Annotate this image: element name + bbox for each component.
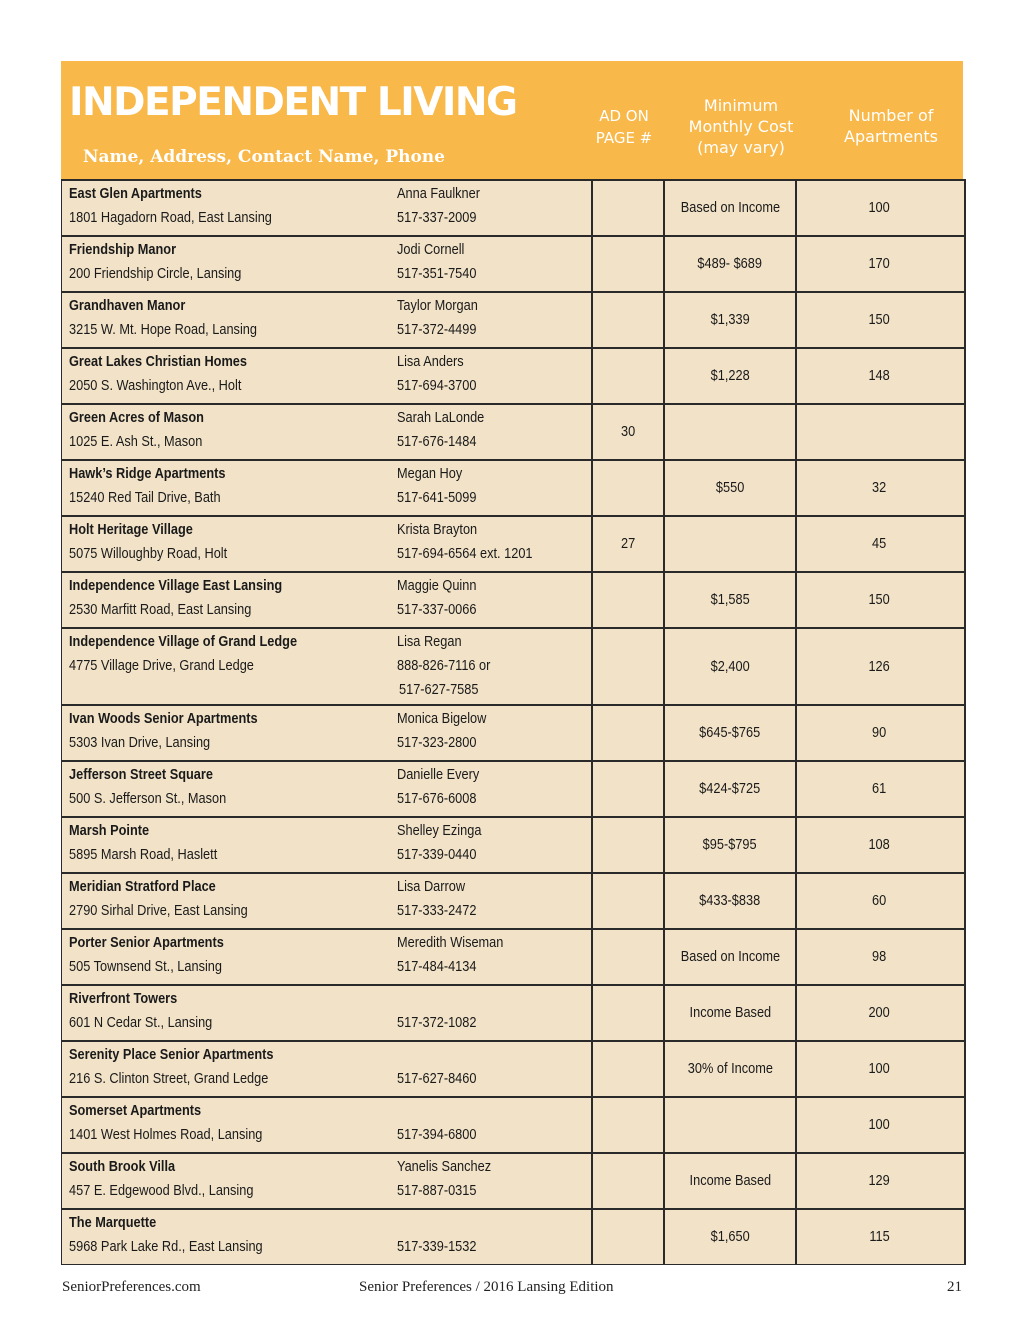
page-title: INDEPENDENT LIVING [69, 80, 517, 125]
column-apartments-heading: Number of Apartments [844, 106, 938, 146]
ad-page-cell [591, 1098, 663, 1152]
ad-page-cell [591, 762, 663, 816]
apartments-cell-value: 32 [872, 480, 887, 496]
table-row [62, 179, 964, 235]
ad-page-cell-value: 27 [620, 536, 636, 552]
facility-info-cell [62, 1154, 591, 1208]
facility-info-cell [62, 762, 591, 816]
contact-phone: 517-627-8460 [397, 1071, 477, 1087]
min-cost-cell [663, 629, 795, 704]
ad-page-cell [591, 405, 663, 459]
min-cost-cell [663, 237, 795, 291]
contact-phone: 517-323-2800 [397, 735, 477, 751]
facility-address: 5968 Park Lake Rd., East Lansing [69, 1239, 263, 1255]
facility-name: Serenity Place Senior Apartments [69, 1047, 274, 1063]
facility-address: 5303 Ivan Drive, Lansing [69, 735, 211, 751]
contact-name: Lisa Anders [397, 354, 464, 370]
min-cost-cell-value: $1,339 [710, 312, 750, 328]
ad-page-cell [591, 930, 663, 984]
contact-name: Meredith Wiseman [397, 935, 504, 951]
ad-page-cell [591, 349, 663, 403]
facility-address: 1801 Hagadorn Road, East Lansing [69, 210, 272, 226]
facility-info-cell [62, 706, 591, 760]
facility-address: 601 N Cedar St., Lansing [69, 1015, 213, 1031]
apartments-cell [795, 293, 962, 347]
table-row [62, 627, 964, 704]
contact-phone: 888-826-7116 or [397, 658, 491, 674]
facility-info-cell [62, 629, 591, 704]
apartments-cell [795, 573, 962, 627]
facility-info-cell [62, 818, 591, 872]
facility-name: Hawk’s Ridge Apartments [69, 466, 226, 482]
contact-name: Megan Hoy [397, 466, 463, 482]
apartments-cell-value: 61 [872, 781, 887, 797]
apartments-cell-value: 200 [868, 1005, 891, 1021]
apartments-cell [795, 930, 962, 984]
apartments-cell-value: 126 [868, 658, 891, 675]
contact-phone: 517-694-6564 ext. 1201 [397, 546, 533, 562]
min-cost-cell-value: $550 [715, 480, 745, 496]
min-cost-cell-value: Based on Income [680, 200, 780, 216]
facility-info-cell [62, 461, 591, 515]
ad-page-cell [591, 818, 663, 872]
min-cost-cell [663, 930, 795, 984]
facility-info-cell [62, 1042, 591, 1096]
min-cost-cell-value: $433-$838 [699, 893, 761, 909]
apartments-cell [795, 349, 962, 403]
min-cost-cell [663, 349, 795, 403]
table-row [62, 1040, 964, 1096]
contact-name: Lisa Regan [397, 634, 462, 650]
apartments-cell-value: 45 [872, 536, 887, 552]
contact-name: Krista Brayton [397, 522, 478, 538]
apartments-cell-value: 129 [868, 1173, 891, 1189]
facility-info-cell [62, 986, 591, 1040]
facility-address: 505 Townsend St., Lansing [69, 959, 222, 975]
apartments-cell [795, 986, 962, 1040]
ad-page-cell [591, 1042, 663, 1096]
min-cost-cell-value: $645-$765 [699, 725, 761, 741]
facility-address: 1401 West Holmes Road, Lansing [69, 1127, 263, 1143]
min-cost-cell [663, 1042, 795, 1096]
facility-address: 5895 Marsh Road, Haslett [69, 847, 218, 863]
facility-address: 15240 Red Tail Drive, Bath [69, 490, 221, 506]
min-cost-cell [663, 762, 795, 816]
contact-name: Lisa Darrow [397, 879, 466, 895]
ad-page-cell [591, 629, 663, 704]
min-cost-cell [663, 181, 795, 235]
table-row [62, 704, 964, 760]
min-cost-cell-value: $1,228 [710, 368, 750, 384]
apartments-cell-value: 170 [868, 256, 891, 272]
contact-phone: 517-887-0315 [397, 1183, 477, 1199]
ad-page-cell [591, 237, 663, 291]
facility-address: 457 E. Edgewood Blvd., Lansing [69, 1183, 254, 1199]
contact-name: Danielle Every [397, 767, 480, 783]
ad-page-cell [591, 1210, 663, 1264]
facility-name: Friendship Manor [69, 242, 177, 258]
apartments-cell [795, 629, 962, 704]
table-row [62, 816, 964, 872]
min-cost-cell [663, 1098, 795, 1152]
min-cost-cell-value: $2,400 [710, 658, 750, 675]
apartments-cell-value: 100 [868, 1061, 891, 1077]
contact-phone: 517-394-6800 [397, 1127, 477, 1143]
table-row [62, 515, 964, 571]
facility-info-cell [62, 293, 591, 347]
column-name-heading: Name, Address, Contact Name, Phone [83, 147, 445, 167]
contact-name: Jodi Cornell [397, 242, 465, 258]
ad-page-cell [591, 573, 663, 627]
min-cost-cell-value: Income Based [689, 1005, 771, 1021]
apartments-cell [795, 461, 962, 515]
apartments-cell-value: 100 [868, 200, 891, 216]
facility-name: Grandhaven Manor [69, 298, 186, 314]
facility-name: Independence Village of Grand Ledge [69, 634, 298, 650]
apartments-cell-value: 100 [868, 1117, 891, 1133]
min-cost-cell-value: $1,585 [710, 592, 750, 608]
contact-phone: 517-337-0066 [397, 602, 477, 618]
apartments-cell [795, 1154, 962, 1208]
contact-phone: 517-337-2009 [397, 210, 477, 226]
table-row [62, 347, 964, 403]
table-row [62, 1096, 964, 1152]
min-cost-cell [663, 1154, 795, 1208]
min-cost-cell-value: $95-$795 [703, 837, 757, 853]
min-cost-cell [663, 517, 795, 571]
apartments-cell [795, 1098, 962, 1152]
ad-page-cell [591, 986, 663, 1040]
apartments-cell [795, 874, 962, 928]
facility-info-cell [62, 349, 591, 403]
min-cost-cell-value: Based on Income [680, 949, 780, 965]
facility-info-cell [62, 874, 591, 928]
table-row [62, 928, 964, 984]
min-cost-cell-value: $1,650 [710, 1229, 750, 1245]
min-cost-cell [663, 986, 795, 1040]
ad-page-cell-value: 30 [620, 424, 636, 440]
apartments-cell [795, 706, 962, 760]
min-cost-cell [663, 461, 795, 515]
facility-name: Holt Heritage Village [69, 522, 193, 538]
contact-phone: 517-676-6008 [397, 791, 477, 807]
contact-phone: 517-676-1484 [397, 434, 477, 450]
apartments-cell-value: 150 [868, 312, 891, 328]
table-row [62, 459, 964, 515]
column-ad-page-heading: AD ON PAGE # [595, 107, 653, 147]
facility-name: Porter Senior Apartments [69, 935, 224, 951]
facility-address: 5075 Willoughby Road, Holt [69, 546, 228, 562]
contact-phone: 517-484-4134 [397, 959, 477, 975]
facility-name: Green Acres of Mason [69, 410, 204, 426]
facility-address: 1025 E. Ash St., Mason [69, 434, 203, 450]
apartments-cell [795, 517, 962, 571]
facility-info-cell [62, 517, 591, 571]
facility-address: 2790 Sirhal Drive, East Lansing [69, 903, 248, 919]
facility-address: 3215 W. Mt. Hope Road, Lansing [69, 322, 257, 338]
min-cost-cell-value: $489- $689 [697, 256, 763, 272]
ad-page-cell [591, 517, 663, 571]
min-cost-cell [663, 874, 795, 928]
contact-phone: 517-694-3700 [397, 378, 477, 394]
table-row [62, 760, 964, 816]
min-cost-cell-value: Income Based [689, 1173, 771, 1189]
footer-publication: Senior Preferences / 2016 Lansing Edition [359, 1279, 614, 1295]
contact-phone: 517-339-0440 [397, 847, 477, 863]
contact-name: Sarah LaLonde [397, 410, 485, 426]
ad-page-cell [591, 1154, 663, 1208]
ad-page-cell [591, 293, 663, 347]
table-row [62, 984, 964, 1040]
facility-name: Great Lakes Christian Homes [69, 354, 248, 370]
contact-name: Yanelis Sanchez [397, 1159, 492, 1175]
facility-name: Jefferson Street Square [69, 767, 213, 783]
contact-phone: 517-339-1532 [397, 1239, 477, 1255]
contact-name: Taylor Morgan [397, 298, 478, 314]
min-cost-cell [663, 405, 795, 459]
apartments-cell [795, 762, 962, 816]
facility-name: East Glen Apartments [69, 186, 202, 202]
ad-page-cell [591, 706, 663, 760]
facility-info-cell [62, 405, 591, 459]
contact-phone: 517-372-1082 [397, 1015, 477, 1031]
apartments-cell-value: 98 [872, 949, 887, 965]
table-row [62, 403, 964, 459]
contact-name: Monica Bigelow [397, 711, 487, 727]
facility-name: Marsh Pointe [69, 823, 150, 839]
ad-page-cell [591, 874, 663, 928]
facility-info-cell [62, 237, 591, 291]
page-number: 21 [947, 1279, 962, 1295]
table-row [62, 1208, 964, 1264]
table-row [62, 235, 964, 291]
facility-address: 500 S. Jefferson St., Mason [69, 791, 227, 807]
apartments-cell-value: 148 [868, 368, 891, 384]
min-cost-cell [663, 818, 795, 872]
facility-name: The Marquette [69, 1215, 157, 1231]
contact-name: Shelley Ezinga [397, 823, 482, 839]
min-cost-cell [663, 1210, 795, 1264]
facility-name: Somerset Apartments [69, 1103, 202, 1119]
min-cost-cell [663, 293, 795, 347]
facility-name: South Brook Villa [69, 1159, 176, 1175]
apartments-cell-value: 60 [872, 893, 887, 909]
facility-address: 4775 Village Drive, Grand Ledge [69, 658, 254, 674]
table-header [61, 61, 963, 179]
contact-phone: 517-372-4499 [397, 322, 477, 338]
facility-info-cell [62, 1210, 591, 1264]
min-cost-cell-value: 30% of Income [687, 1061, 773, 1077]
apartments-cell [795, 818, 962, 872]
ad-page-cell [591, 461, 663, 515]
table-row [62, 1152, 964, 1208]
column-min-cost-heading: Minimum Monthly Cost (may vary) [688, 96, 794, 157]
apartments-cell-value: 115 [869, 1229, 890, 1245]
facility-info-cell [62, 1098, 591, 1152]
facility-address: 216 S. Clinton Street, Grand Ledge [69, 1071, 269, 1087]
apartments-cell [795, 405, 962, 459]
contact-phone-alt: 517-627-7585 [399, 682, 479, 698]
facility-info-cell [62, 573, 591, 627]
facility-info-cell [62, 181, 591, 235]
contact-phone: 517-641-5099 [397, 490, 477, 506]
contact-name: Anna Faulkner [397, 186, 480, 202]
facility-address: 2050 S. Washington Ave., Holt [69, 378, 242, 394]
apartments-cell-value: 90 [872, 725, 887, 741]
facility-address: 2530 Marfitt Road, East Lansing [69, 602, 252, 618]
apartments-cell [795, 237, 962, 291]
facility-name: Independence Village East Lansing [69, 578, 283, 594]
footer-website: SeniorPreferences.com [62, 1279, 201, 1295]
facility-name: Ivan Woods Senior Apartments [69, 711, 258, 727]
apartments-cell [795, 181, 962, 235]
facility-info-cell [62, 930, 591, 984]
apartments-cell-value: 150 [868, 592, 891, 608]
apartments-cell-value: 108 [868, 837, 891, 853]
apartments-cell [795, 1042, 962, 1096]
facility-name: Riverfront Towers [69, 991, 178, 1007]
ad-page-cell [591, 181, 663, 235]
min-cost-cell [663, 573, 795, 627]
contact-phone: 517-351-7540 [397, 266, 477, 282]
table-row [62, 872, 964, 928]
facility-name: Meridian Stratford Place [69, 879, 216, 895]
min-cost-cell-value: $424-$725 [699, 781, 761, 797]
min-cost-cell [663, 706, 795, 760]
facility-address: 200 Friendship Circle, Lansing [69, 266, 242, 282]
listing-table [61, 179, 966, 1265]
apartments-cell [795, 1210, 962, 1264]
contact-phone: 517-333-2472 [397, 903, 477, 919]
contact-name: Maggie Quinn [397, 578, 477, 594]
table-row [62, 571, 964, 627]
table-row [62, 291, 964, 347]
